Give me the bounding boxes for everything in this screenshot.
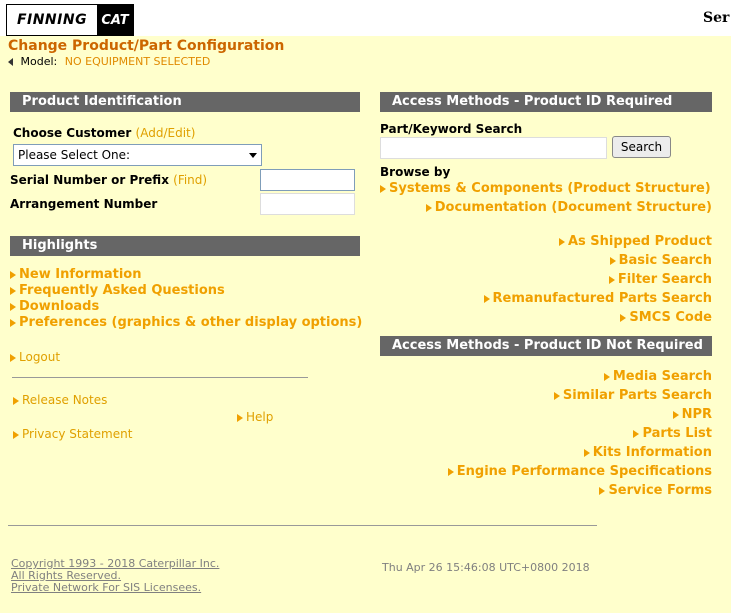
basic-search-link[interactable] — [380, 253, 712, 268]
triangle-right-icon — [237, 414, 243, 422]
link-label: Similar Parts Search — [562, 388, 712, 403]
arrangement-number-label: Arrangement Number — [10, 197, 158, 211]
browse-documentation[interactable] — [380, 200, 712, 215]
similar-parts-search-link[interactable] — [380, 388, 712, 403]
npr-link[interactable] — [380, 407, 712, 422]
triangle-right-icon — [599, 487, 605, 495]
link-label: Filter Search — [617, 272, 712, 287]
rights-link[interactable]: All Rights Reserved. — [11, 569, 122, 582]
link-label: Basic Search — [618, 253, 712, 268]
page-title: Change Product/Part Configuration — [8, 38, 285, 54]
model-line — [8, 55, 210, 68]
triangle-right-icon — [10, 354, 16, 362]
link-label: Remanufactured Parts Search — [492, 291, 712, 306]
logo-finning-text: FINNING — [16, 12, 88, 28]
release-notes-link[interactable] — [13, 393, 107, 407]
highlight-new-information[interactable] — [10, 267, 142, 282]
choose-customer-text: Choose Customer — [13, 126, 132, 140]
link-label: NPR — [681, 407, 712, 422]
triangle-right-icon — [604, 373, 610, 381]
media-search-link[interactable] — [380, 369, 712, 384]
timestamp: Thu Apr 26 15:46:08 UTC+0800 2018 — [382, 561, 590, 574]
footer-divider — [8, 525, 597, 526]
parts-list-link[interactable] — [380, 426, 712, 441]
part-keyword-search-input[interactable] — [380, 137, 607, 159]
triangle-right-icon — [448, 468, 454, 476]
access-required-header: Access Methods - Product ID Required — [380, 92, 712, 112]
link-label: Service Forms — [608, 483, 712, 498]
find-link[interactable]: (Find) — [173, 173, 208, 187]
triangle-right-icon — [673, 411, 679, 419]
divider — [12, 377, 308, 378]
triangle-right-icon — [633, 430, 639, 438]
link-label: Parts List — [642, 426, 712, 441]
part-keyword-search-label: Part/Keyword Search — [380, 122, 523, 136]
dropdown-arrow-icon — [249, 153, 257, 158]
triangle-right-icon — [380, 185, 386, 193]
browse-systems-components[interactable] — [380, 181, 711, 196]
model-value: NO EQUIPMENT SELECTED — [64, 55, 211, 68]
link-label: As Shipped Product — [567, 234, 712, 249]
filter-search-link[interactable] — [380, 272, 712, 287]
help-label: Help — [246, 410, 274, 424]
choose-customer-label — [13, 126, 195, 140]
highlight-label: Downloads — [19, 299, 100, 314]
kits-information-link[interactable] — [380, 445, 712, 460]
triangle-right-icon — [13, 431, 19, 439]
header-right-text: Ser — [703, 10, 730, 26]
service-forms-link[interactable] — [380, 483, 712, 498]
triangle-right-icon — [13, 397, 19, 405]
access-not-required-header: Access Methods - Product ID Not Required — [380, 336, 712, 356]
browse-label: Systems & Components (Product Structure) — [389, 181, 711, 196]
highlight-label: New Information — [19, 267, 142, 282]
triangle-right-icon — [584, 449, 590, 457]
browse-by-label: Browse by — [380, 165, 451, 179]
triangle-right-icon — [10, 319, 16, 327]
highlight-preferences[interactable] — [10, 315, 362, 330]
search-button[interactable]: Search — [612, 136, 671, 158]
triangle-right-icon — [426, 204, 432, 212]
privacy-label: Privacy Statement — [22, 427, 133, 441]
triangle-right-icon — [610, 257, 616, 265]
link-label: Engine Performance Specifications — [456, 464, 712, 479]
triangle-right-icon — [10, 287, 16, 295]
logout-label: Logout — [19, 350, 61, 364]
triangle-right-icon — [620, 314, 626, 322]
engine-performance-specifications-link[interactable] — [380, 464, 712, 479]
triangle-right-icon — [10, 303, 16, 311]
chevron-left-icon[interactable] — [8, 58, 13, 66]
highlight-label: Frequently Asked Questions — [19, 283, 225, 298]
smcs-code-link[interactable] — [380, 310, 712, 325]
logo-cat-text: CAT — [97, 5, 133, 35]
add-edit-link[interactable]: (Add/Edit) — [135, 126, 196, 140]
link-label: Kits Information — [592, 445, 712, 460]
link-label: SMCS Code — [629, 310, 712, 325]
customer-select[interactable] — [13, 144, 262, 166]
serial-number-input[interactable] — [260, 169, 355, 191]
arrangement-number-input[interactable] — [260, 193, 355, 215]
release-notes-label: Release Notes — [22, 393, 108, 407]
triangle-right-icon — [10, 271, 16, 279]
browse-label: Documentation (Document Structure) — [434, 200, 712, 215]
logout-link[interactable] — [10, 350, 60, 364]
highlight-downloads[interactable] — [10, 299, 99, 314]
copyright-link[interactable]: Copyright 1993 - 2018 Caterpillar Inc. — [11, 557, 220, 570]
triangle-right-icon — [559, 238, 565, 246]
serial-number-text: Serial Number or Prefix — [10, 173, 169, 187]
highlight-faq[interactable] — [10, 283, 225, 298]
triangle-right-icon — [554, 392, 560, 400]
serial-number-label — [10, 173, 207, 187]
product-identification-header: Product Identification — [10, 92, 360, 112]
customer-select-value: Please Select One: — [18, 148, 131, 162]
model-label: Model: — [20, 55, 58, 68]
link-label: Media Search — [612, 369, 712, 384]
help-link[interactable] — [237, 410, 273, 424]
triangle-right-icon — [609, 276, 615, 284]
private-network-link[interactable]: Private Network For SIS Licensees. — [11, 581, 202, 594]
remanufactured-parts-search-link[interactable] — [380, 291, 712, 306]
highlight-label: Preferences (graphics & other display options) — [19, 315, 363, 330]
finning-cat-logo[interactable] — [6, 4, 134, 36]
privacy-statement-link[interactable] — [13, 427, 132, 441]
as-shipped-product-link[interactable] — [380, 234, 712, 249]
triangle-right-icon — [484, 295, 490, 303]
highlights-header: Highlights — [10, 236, 360, 256]
